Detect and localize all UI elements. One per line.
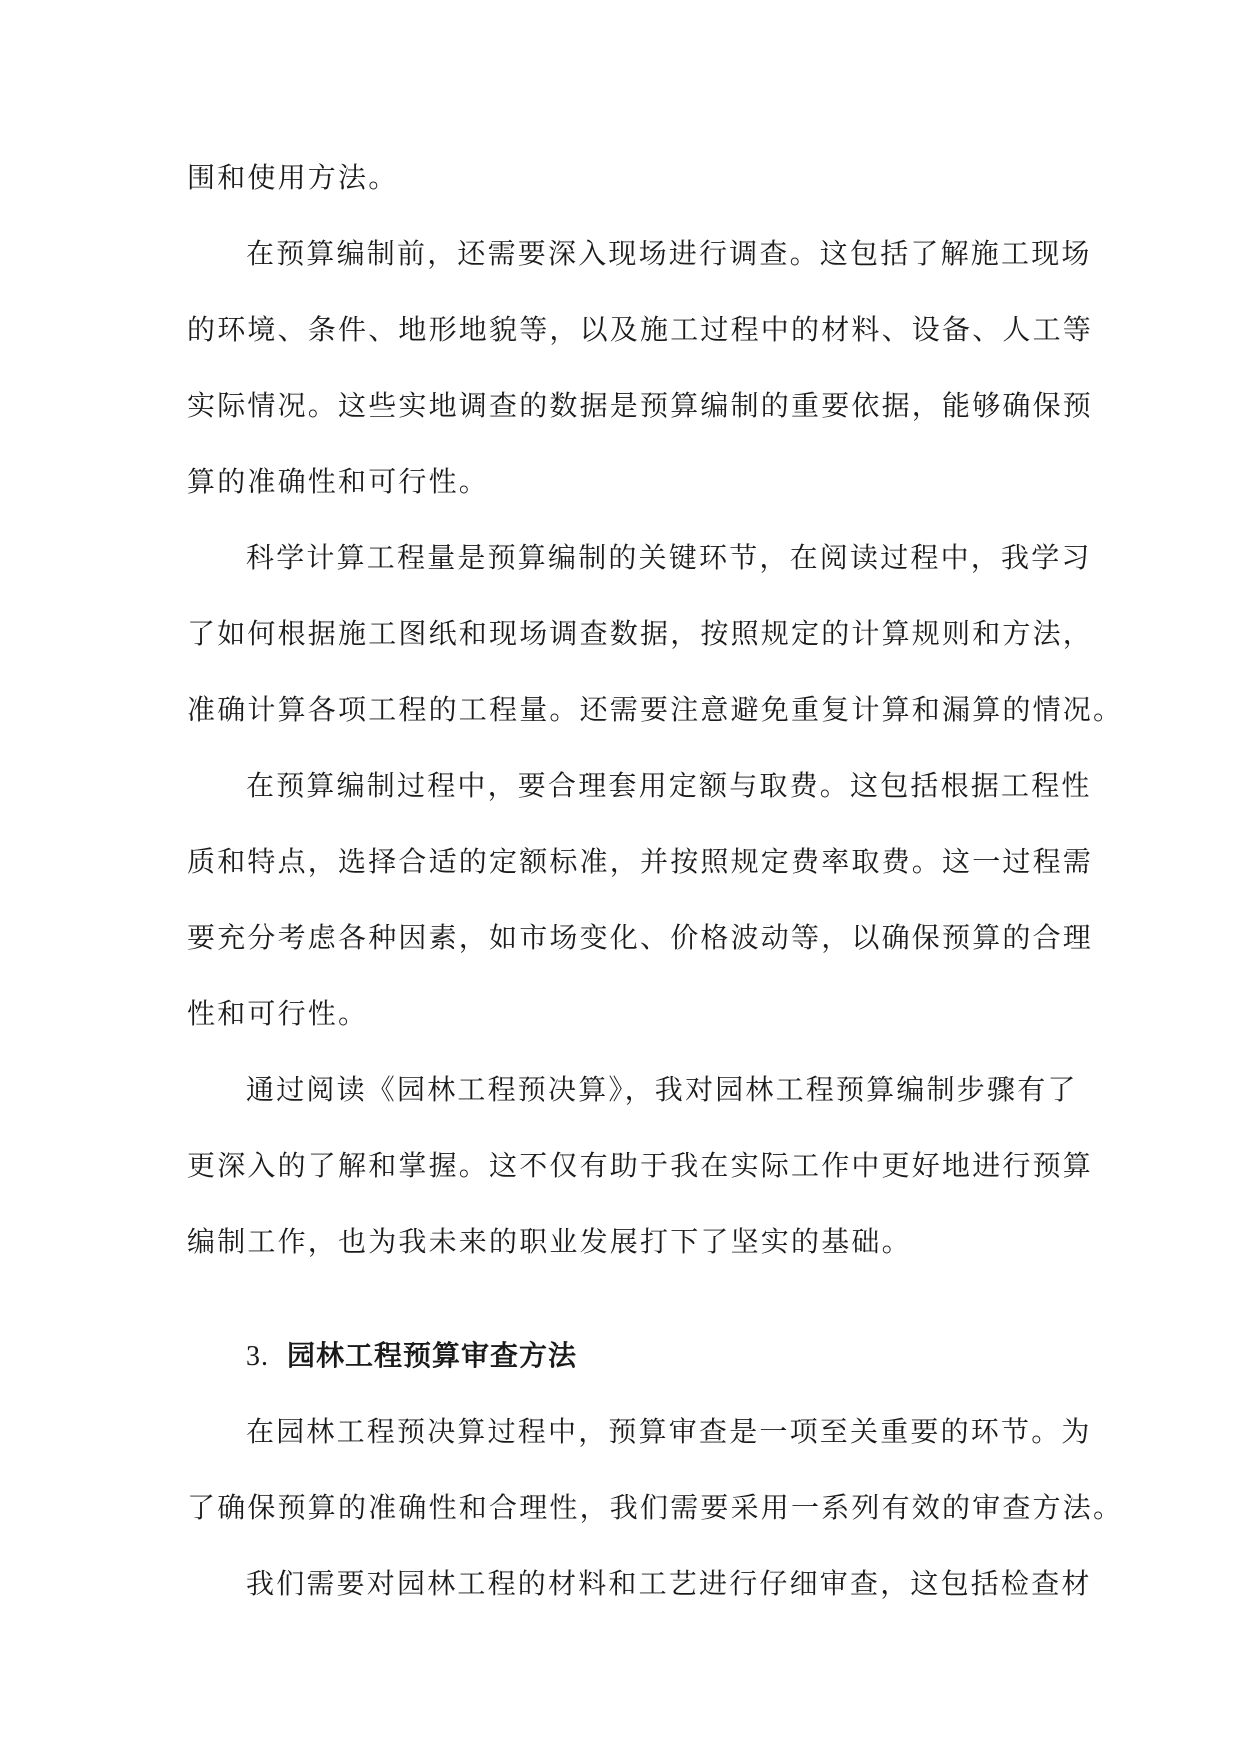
paragraph-site-survey bbox=[187, 216, 1094, 520]
text-line: 性和可行性。 bbox=[187, 997, 369, 1030]
text-line: 通过阅读《园林工程预决算》，我对园林工程预算编制步骤有了 bbox=[246, 1073, 1078, 1106]
text-line: 围和使用方法。 bbox=[187, 161, 399, 194]
text-line: 编制工作，也为我未来的职业发展打下了坚实的基础。 bbox=[187, 1225, 912, 1258]
text-line: 了如何根据施工图纸和现场调查数据，按照规定的计算规则和方法， bbox=[187, 617, 1094, 650]
section-spacer bbox=[187, 1280, 1057, 1318]
paragraph-quota-fees bbox=[187, 748, 1094, 1052]
text-line: 在预算编制前，还需要深入现场进行调查。这包括了解施工现场 bbox=[246, 237, 1092, 270]
section-heading bbox=[187, 1318, 1057, 1394]
section-number: 3. bbox=[246, 1341, 269, 1372]
text-line: 我们需要对园林工程的材料和工艺进行仔细审查，这包括检查材 bbox=[246, 1567, 1092, 1600]
text-line: 科学计算工程量是预算编制的关键环节，在阅读过程中，我学习 bbox=[246, 541, 1092, 574]
text-line: 了确保预算的准确性和合理性，我们需要采用一系列有效的审查方法。 bbox=[187, 1491, 1124, 1524]
text-line: 算的准确性和可行性。 bbox=[187, 465, 490, 498]
paragraph-quantity-calculation bbox=[187, 520, 1124, 748]
text-line: 实际情况。这些实地调查的数据是预算编制的重要依据，能够确保预 bbox=[187, 389, 1094, 422]
document-body bbox=[187, 140, 1124, 1622]
paragraph-summary bbox=[187, 1052, 1094, 1280]
text-line: 质和特点，选择合适的定额标准，并按照规定费率取费。这一过程需 bbox=[187, 845, 1094, 878]
paragraph-material-review bbox=[187, 1546, 1092, 1622]
text-line: 更深入的了解和掌握。这不仅有助于我在实际工作中更好地进行预算 bbox=[187, 1149, 1094, 1182]
text-line: 要充分考虑各种因素，如市场变化、价格波动等，以确保预算的合理 bbox=[187, 921, 1094, 954]
text-line: 准确计算各项工程的工程量。还需要注意避免重复计算和漏算的情况。 bbox=[187, 693, 1124, 726]
text-line: 在预算编制过程中，要合理套用定额与取费。这包括根据工程性 bbox=[246, 769, 1092, 802]
text-line: 的环境、条件、地形地貌等，以及施工过程中的材料、设备、人工等 bbox=[187, 313, 1094, 346]
paragraph-review-intro bbox=[187, 1394, 1124, 1546]
text-line: 在园林工程预决算过程中，预算审查是一项至关重要的环节。为 bbox=[246, 1415, 1092, 1448]
section-title: 园林工程预算审查方法 bbox=[287, 1339, 578, 1372]
